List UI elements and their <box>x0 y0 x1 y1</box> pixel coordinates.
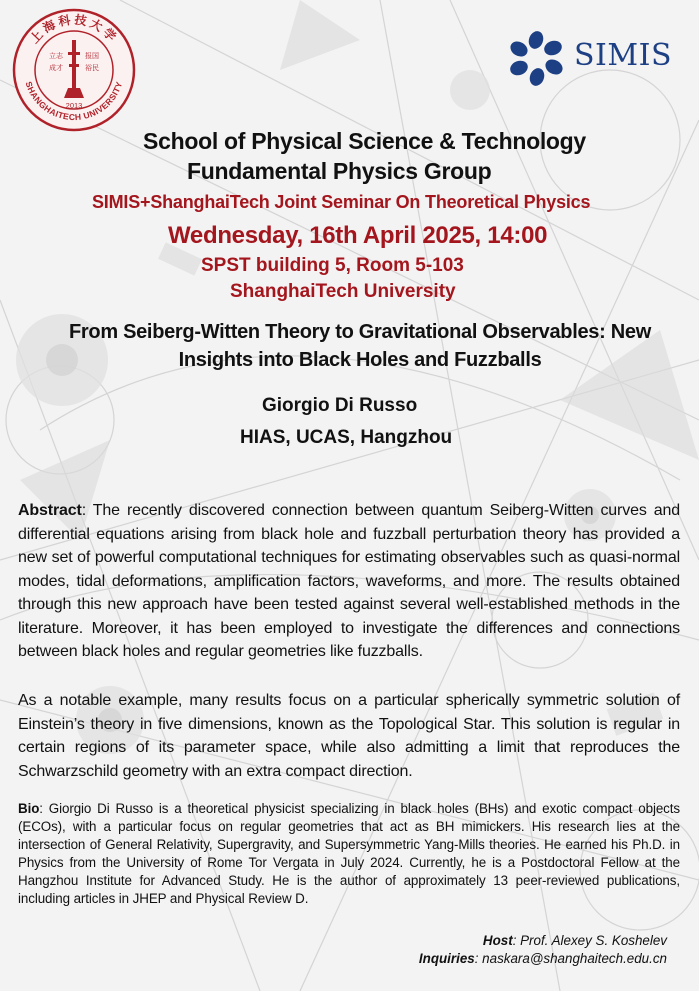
simis-wordmark: SIMIS <box>574 38 673 73</box>
motto-4: 裕民 <box>85 64 99 72</box>
logo-year: 2013 <box>65 101 83 110</box>
host-line <box>483 933 667 948</box>
seminar-university: ShanghaiTech University <box>230 281 456 302</box>
school-name: School of Physical Science & Technology <box>143 128 586 154</box>
speaker-name: Giorgio Di Russo <box>262 395 418 416</box>
bio-text: : Giorgio Di Russo is a theoretical physicist specializing in black holes (BHs) and exotic compact objects (ECOs), with a particular focus on regular geometries that act as BH mimickers. His research lies at the intersection of General Relativity, Supergravity, and Supersymmetric Yang-Mills theories. He earned his Ph.D. in Physics from the University of Rome Tor Vergata in July 2024. Currently, he is a Postdoctoral Fellow at the Hangzhou Institute for Advanced Study. He is the author of approximately 13 peer-reviewed publications, including articles in JHEP and Physical Review D. <box>18 801 680 906</box>
host-value: : Prof. Alexey S. Koshelev <box>512 933 667 948</box>
motto-2: 成才 <box>49 64 63 72</box>
abstract-label: Abstract <box>18 502 82 519</box>
logo-cn-name: 上海科技大学 <box>27 12 121 47</box>
abstract-paragraph-2: As a notable example, many results focus on a particular spherically symmetric solution of Einstein’s theory in five dimensions, known as the Topological Star. This solution is regular in certain regions of its parameter space, while also admitting a limit that reproduces the Schwarzschild geometry with an extra compact direction. <box>18 692 680 780</box>
abstract-text-1: : The recently discovered connection between quantum Seiberg-Witten curves and differential equations arising from black hole and fuzzball perturbation theory has provided a new set of powerful computational techniques for estimating observables such as quasi-normal modes, tidal deformations, amplification factors, waveforms, and more. The results obtained through this new approach have been tested against several well-established methods in the literature. Moreover, it has been employed to investigate the differences and connections between black holes and regular geometries like fuzzballs. <box>18 502 680 660</box>
speaker-affiliation: HIAS, UCAS, Hangzhou <box>240 427 453 448</box>
bio-label: Bio <box>18 801 40 816</box>
host-label: Host <box>482 933 513 948</box>
abstract-paragraph-1 <box>18 499 680 664</box>
talk-title: From Seiberg-Witten Theory to Gravitational Observables: New Insights into Black Holes and Fuzzballs <box>69 321 651 371</box>
inquiries-value: : naskara@shanghaitech.edu.cn <box>474 951 667 966</box>
shanghaitech-logo <box>10 6 138 134</box>
seminar-date: Wednesday, 16th April 2025, 14:00 <box>168 222 548 249</box>
motto-1: 立志 <box>49 52 63 60</box>
seminar-title: SIMIS+ShanghaiTech Joint Seminar On Theoretical Physics <box>92 192 591 212</box>
logo-en-name: SHANGHAITECH UNIVERSITY <box>23 80 125 123</box>
group-name: Fundamental Physics Group <box>187 158 492 184</box>
motto-3: 报国 <box>85 52 99 60</box>
bio-paragraph <box>18 800 680 908</box>
inquiries-label: Inquiries <box>418 951 475 966</box>
simis-mark-icon <box>506 30 566 86</box>
seminar-room: SPST building 5, Room 5-103 <box>201 255 464 276</box>
inquiries-line <box>419 951 667 966</box>
simis-logo <box>506 30 686 86</box>
